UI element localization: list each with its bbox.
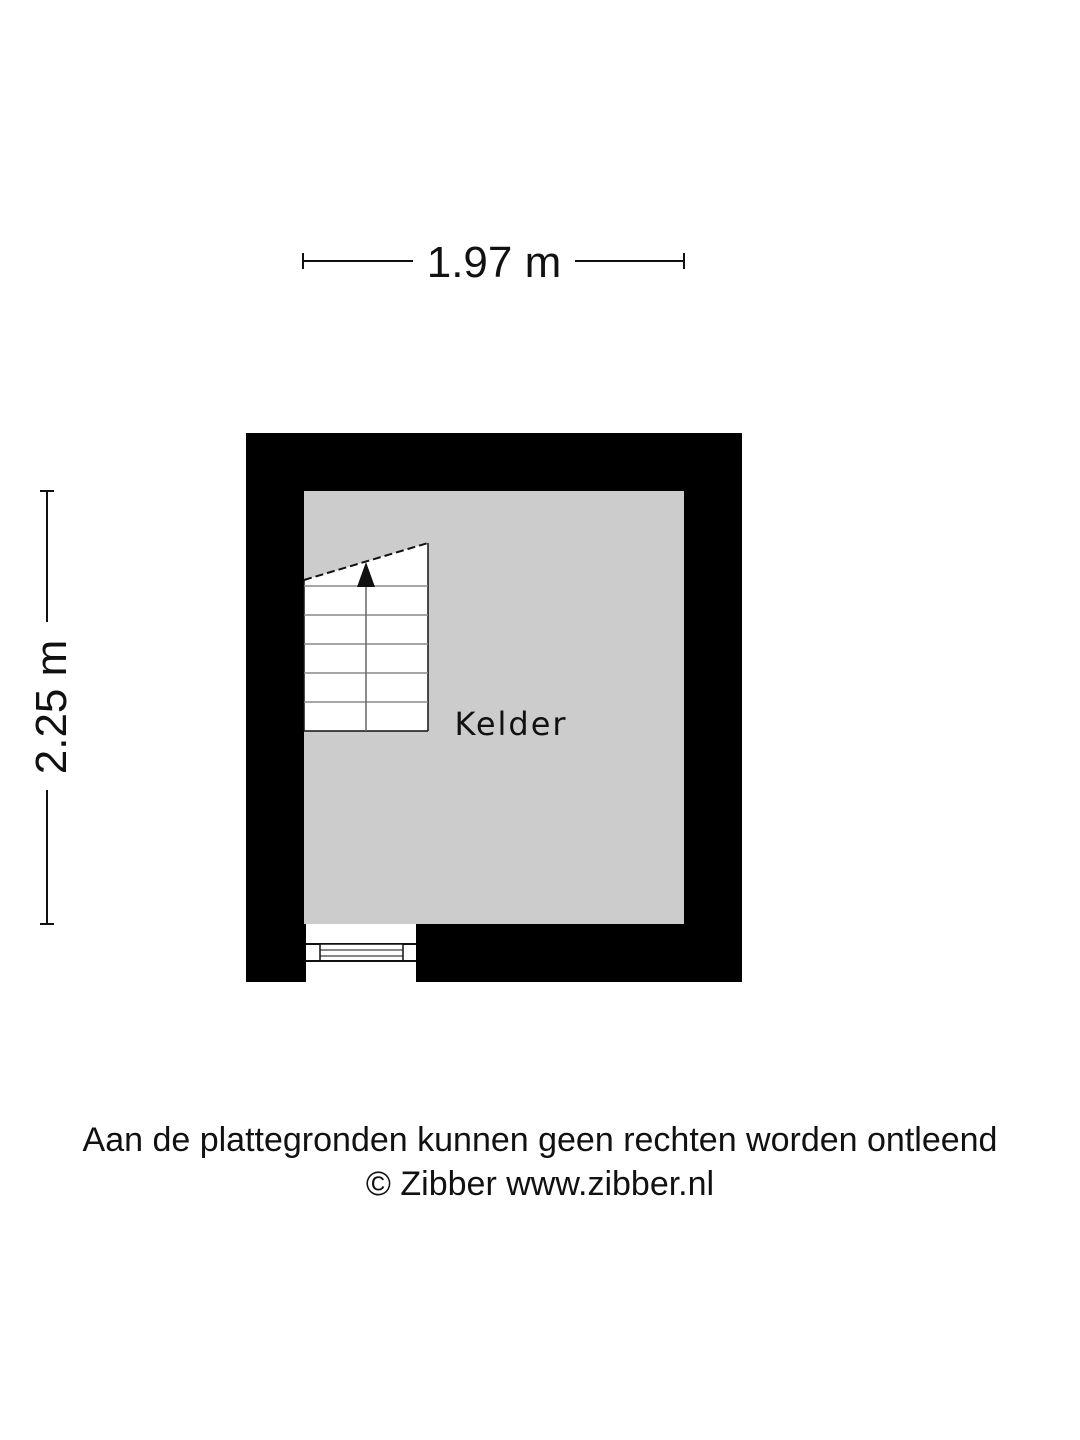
disclaimer-text: Aan de plattegronden kunnen geen rechten worden ontleend	[82, 1121, 998, 1159]
height-dimension-label: 2.25 m	[27, 639, 76, 775]
width-dimension-label: 1.97 m	[426, 238, 562, 287]
room-label: Kelder	[454, 705, 568, 743]
height-dimension	[27, 491, 76, 924]
width-dimension	[303, 238, 684, 287]
door-threshold	[320, 944, 403, 961]
copyright-text: © Zibber www.zibber.nl	[365, 1165, 715, 1203]
